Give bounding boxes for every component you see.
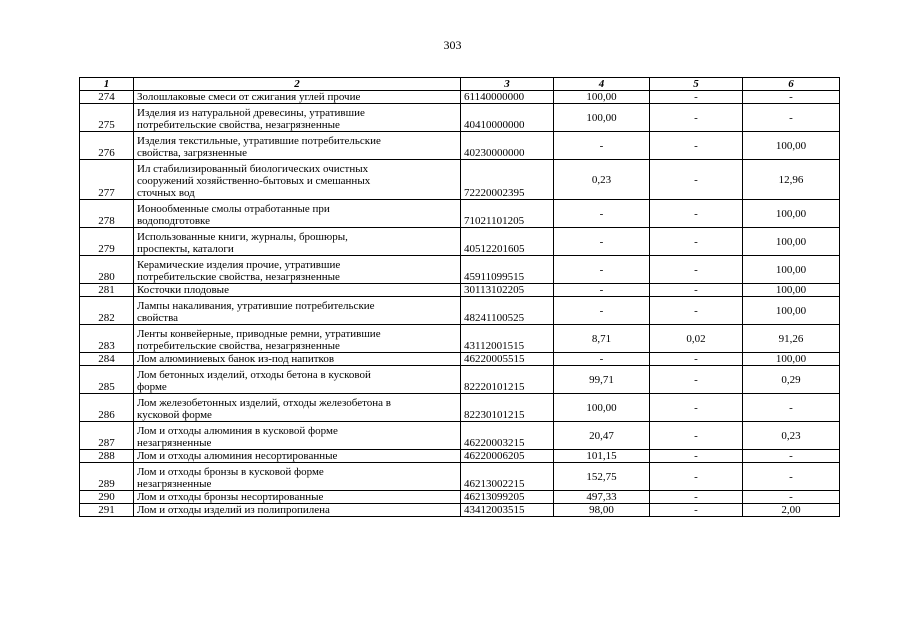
waste-name [134,160,461,200]
value-col5: - [650,284,743,297]
waste-code: 43112001515 [461,325,554,353]
value-col5: 0,02 [650,325,743,353]
waste-name-line: Лампы накаливания, утратившие потребительские [137,300,375,312]
value-col6: 100,00 [743,200,840,228]
value-col6: - [743,463,840,491]
value-col5: - [650,450,743,463]
row-number: 277 [80,160,134,200]
row-number: 290 [80,491,134,504]
value-col6: 2,00 [743,504,840,517]
waste-name-line: Лом алюминиевых банок из-под напитков [137,353,335,365]
value-col5: - [650,297,743,325]
waste-name [134,394,461,422]
value-col6: - [743,394,840,422]
waste-name [134,284,461,297]
waste-name-line: потребительские свойства, незагрязненные [137,119,340,131]
waste-name-line: свойства [137,312,179,324]
value-col6: 0,23 [743,422,840,450]
value-col4: 101,15 [554,450,650,463]
waste-code: 61140000000 [461,91,554,104]
waste-name-line: Ионообменные смолы отработанные при [137,203,330,215]
table-row [80,91,840,104]
table-row [80,366,840,394]
column-header: 3 [461,78,554,91]
waste-code: 82220101215 [461,366,554,394]
waste-code: 46213099205 [461,491,554,504]
waste-name [134,491,461,504]
waste-name-line: Золошлаковые смеси от сжигания углей прочие [137,91,361,103]
waste-name-line: Лом и отходы алюминия в кусковой форме [137,425,338,437]
waste-code: 46213002215 [461,463,554,491]
row-number: 276 [80,132,134,160]
waste-name [134,228,461,256]
value-col4: 8,71 [554,325,650,353]
value-col4: - [554,228,650,256]
waste-code: 30113102205 [461,284,554,297]
value-col5: - [650,160,743,200]
waste-name-line: Использованные книги, журналы, брошюры, [137,231,348,243]
value-col4: 100,00 [554,394,650,422]
value-col4: 0,23 [554,160,650,200]
value-col5: - [650,104,743,132]
waste-name [134,463,461,491]
waste-code: 43412003515 [461,504,554,517]
waste-name-line: потребительские свойства, незагрязненные [137,340,340,352]
column-header: 1 [80,78,134,91]
waste-name-line: Лом и отходы изделий из полипропилена [137,504,330,516]
row-number: 282 [80,297,134,325]
value-col4: 497,33 [554,491,650,504]
value-col4: 100,00 [554,91,650,104]
waste-code: 40512201605 [461,228,554,256]
waste-code: 46220005515 [461,353,554,366]
waste-name [134,132,461,160]
value-col4: 152,75 [554,463,650,491]
value-col5: - [650,422,743,450]
waste-name [134,422,461,450]
value-col5: - [650,132,743,160]
waste-name-line: Лом и отходы бронзы несортированные [137,491,324,503]
waste-code: 46220006205 [461,450,554,463]
waste-code: 71021101205 [461,200,554,228]
waste-name [134,104,461,132]
value-col6: 100,00 [743,297,840,325]
value-col4: - [554,256,650,284]
row-number: 280 [80,256,134,284]
waste-name-line: Лом железобетонных изделий, отходы железобетона в [137,397,391,409]
waste-name-line: Ленты конвейерные, приводные ремни, утратившие [137,328,381,340]
value-col5: - [650,353,743,366]
value-col5: - [650,91,743,104]
waste-name-line: Изделия из натуральной древесины, утратившие [137,107,365,119]
row-number: 274 [80,91,134,104]
table-row [80,132,840,160]
waste-name [134,366,461,394]
row-number: 275 [80,104,134,132]
waste-name [134,325,461,353]
value-col5: - [650,228,743,256]
table-row [80,325,840,353]
waste-name-line: Косточки плодовые [137,284,229,296]
waste-name [134,504,461,517]
value-col5: - [650,504,743,517]
row-number: 283 [80,325,134,353]
waste-name-line: потребительские свойства, незагрязненные [137,271,340,283]
column-header: 5 [650,78,743,91]
table-row [80,491,840,504]
value-col4: - [554,284,650,297]
table-row [80,297,840,325]
value-col5: - [650,366,743,394]
value-col4: - [554,353,650,366]
waste-name-line: проспекты, каталоги [137,243,234,255]
column-header: 6 [743,78,840,91]
waste-name-line: незагрязненные [137,478,212,490]
waste-name-line: сточных вод [137,187,195,199]
waste-name [134,353,461,366]
column-header: 4 [554,78,650,91]
table-row [80,504,840,517]
waste-name-line: форме [137,381,167,393]
value-col6: - [743,450,840,463]
value-col4: 99,71 [554,366,650,394]
value-col6: 100,00 [743,353,840,366]
waste-code: 40410000000 [461,104,554,132]
value-col5: - [650,394,743,422]
waste-code: 48241100525 [461,297,554,325]
value-col6: 100,00 [743,284,840,297]
table-row [80,463,840,491]
value-col4: 100,00 [554,104,650,132]
row-number: 291 [80,504,134,517]
value-col6: 0,29 [743,366,840,394]
waste-name-line: Лом и отходы бронзы в кусковой форме [137,466,324,478]
row-number: 285 [80,366,134,394]
row-number: 286 [80,394,134,422]
waste-name [134,200,461,228]
waste-name-line: незагрязненные [137,437,212,449]
page-number: 303 [443,38,462,52]
value-col6: 100,00 [743,256,840,284]
waste-name [134,450,461,463]
waste-code: 72220002395 [461,160,554,200]
waste-table [79,77,840,517]
value-col6: 100,00 [743,228,840,256]
value-col5: - [650,463,743,491]
value-col6: 91,26 [743,325,840,353]
waste-name [134,91,461,104]
table-header-row [80,78,840,91]
waste-code: 46220003215 [461,422,554,450]
waste-name-line: кусковой форме [137,409,212,421]
row-number: 287 [80,422,134,450]
value-col4: - [554,297,650,325]
row-number: 278 [80,200,134,228]
value-col4: 98,00 [554,504,650,517]
value-col5: - [650,200,743,228]
waste-name-line: Керамические изделия прочие, утратившие [137,259,341,271]
value-col4: - [554,200,650,228]
waste-name [134,256,461,284]
value-col5: - [650,491,743,504]
table-row [80,394,840,422]
row-number: 279 [80,228,134,256]
value-col6: 12,96 [743,160,840,200]
table-row [80,200,840,228]
row-number: 289 [80,463,134,491]
waste-code: 40230000000 [461,132,554,160]
table-row [80,228,840,256]
value-col4: 20,47 [554,422,650,450]
value-col6: - [743,91,840,104]
value-col6: - [743,491,840,504]
waste-name-line: Лом бетонных изделий, отходы бетона в кусковой [137,369,371,381]
value-col6: - [743,104,840,132]
waste-name-line: Лом и отходы алюминия несортированные [137,450,338,462]
waste-name-line: водоподготовке [137,215,210,227]
table-row [80,284,840,297]
waste-code: 45911099515 [461,256,554,284]
table-row [80,160,840,200]
waste-name-line: свойства, загрязненные [137,147,247,159]
waste-name [134,297,461,325]
table-body [80,91,840,517]
waste-name-line: Изделия текстильные, утратившие потребительские [137,135,381,147]
column-header: 2 [134,78,461,91]
row-number: 284 [80,353,134,366]
value-col6: 100,00 [743,132,840,160]
value-col5: - [650,256,743,284]
table-row [80,104,840,132]
value-col4: - [554,132,650,160]
waste-code: 82230101215 [461,394,554,422]
table-row [80,353,840,366]
waste-name-line: Ил стабилизированный биологических очистных [137,163,369,175]
table-row [80,422,840,450]
table-row [80,450,840,463]
row-number: 288 [80,450,134,463]
row-number: 281 [80,284,134,297]
waste-name-line: сооружений хозяйственно-бытовых и смешанных [137,175,371,187]
table-row [80,256,840,284]
